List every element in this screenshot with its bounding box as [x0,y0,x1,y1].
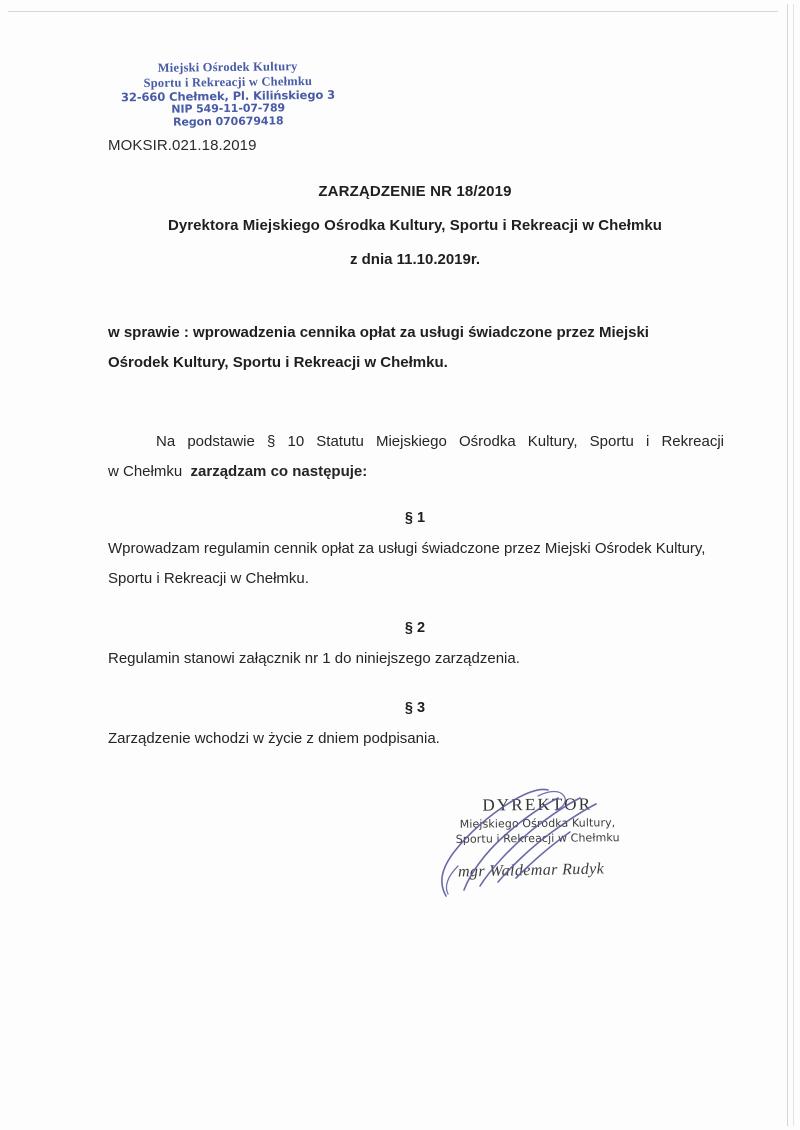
legal-basis-order-phrase: zarządzam co następuje: [190,463,368,480]
legal-basis-paragraph [108,427,724,487]
section-2-line-1: Regulamin stanowi załącznik nr 1 do niniejszego zarządzenia. [108,650,520,667]
office-stamp-line-1: Miejski Ośrodek Kultury [157,59,298,75]
subject-line-2: Ośrodek Kultury, Sportu i Rekreacji w Chełmku. [108,354,448,371]
heading-authority: Dyrektora Miejskiego Ośrodka Kultury, Sportu i Rekreacji w Chełmku [168,217,662,234]
legal-basis-place: w Chełmku [108,463,183,480]
office-stamp [108,59,349,131]
scan-edge-line-right [787,4,788,1126]
document-heading [108,183,722,268]
document-reference-number: MOKSIR.021.18.2019 [108,137,257,154]
scan-edge-line-top [8,11,778,12]
director-stamp-org-line-2: Sportu i Rekreacji w Chełmku [455,830,620,846]
director-stamp [430,794,646,848]
director-printed-name: mgr Waldemar Rudyk [457,860,605,881]
section-mark-1: § 1 [404,510,426,526]
subject-line-1: w sprawie : wprowadzenia cennika opłat za usługi świadczone przez Miejski [108,324,649,341]
section-1-line-2: Sportu i Rekreacji w Chełmku. [108,570,309,587]
section-mark-2: § 2 [404,620,426,636]
office-stamp-regon: Regon 070679418 [173,114,284,129]
section-body-3 [108,724,722,754]
office-stamp-nip: NIP 549-11-07-789 [171,101,286,116]
legal-basis-line-2 [108,457,724,487]
subject-paragraph [108,318,722,378]
heading-title: ZARZĄDZENIE NR 18/2019 [318,183,512,200]
signature-block [430,790,690,905]
legal-basis-line-1: Na podstawie § 10 Statutu Miejskiego Ośrodka Kultury, Sportu i Rekreacji [156,433,724,450]
section-1-line-1: Wprowadzam regulamin cennik opłat za usługi świadczone przez Miejski Ośrodek Kultury, [108,540,706,557]
director-stamp-org-line-1: Miejskiego Ośrodka Kultury, [459,816,616,831]
office-stamp-line-2: Sportu i Rekreacji w Chełmku [143,73,313,90]
section-body-2 [108,644,722,674]
heading-date: z dnia 11.10.2019r. [349,251,481,268]
section-mark-3: § 3 [404,700,426,716]
section-3-line-1: Zarządzenie wchodzi w życie z dniem podpisania. [108,730,440,747]
section-body-1 [108,534,722,594]
director-stamp-title: DYREKTOR [482,794,593,815]
office-stamp-line-3: 32-660 Chełmek, Pl. Kilińskiego 3 [120,87,336,104]
scan-edge-line-right-outer [793,4,794,1126]
